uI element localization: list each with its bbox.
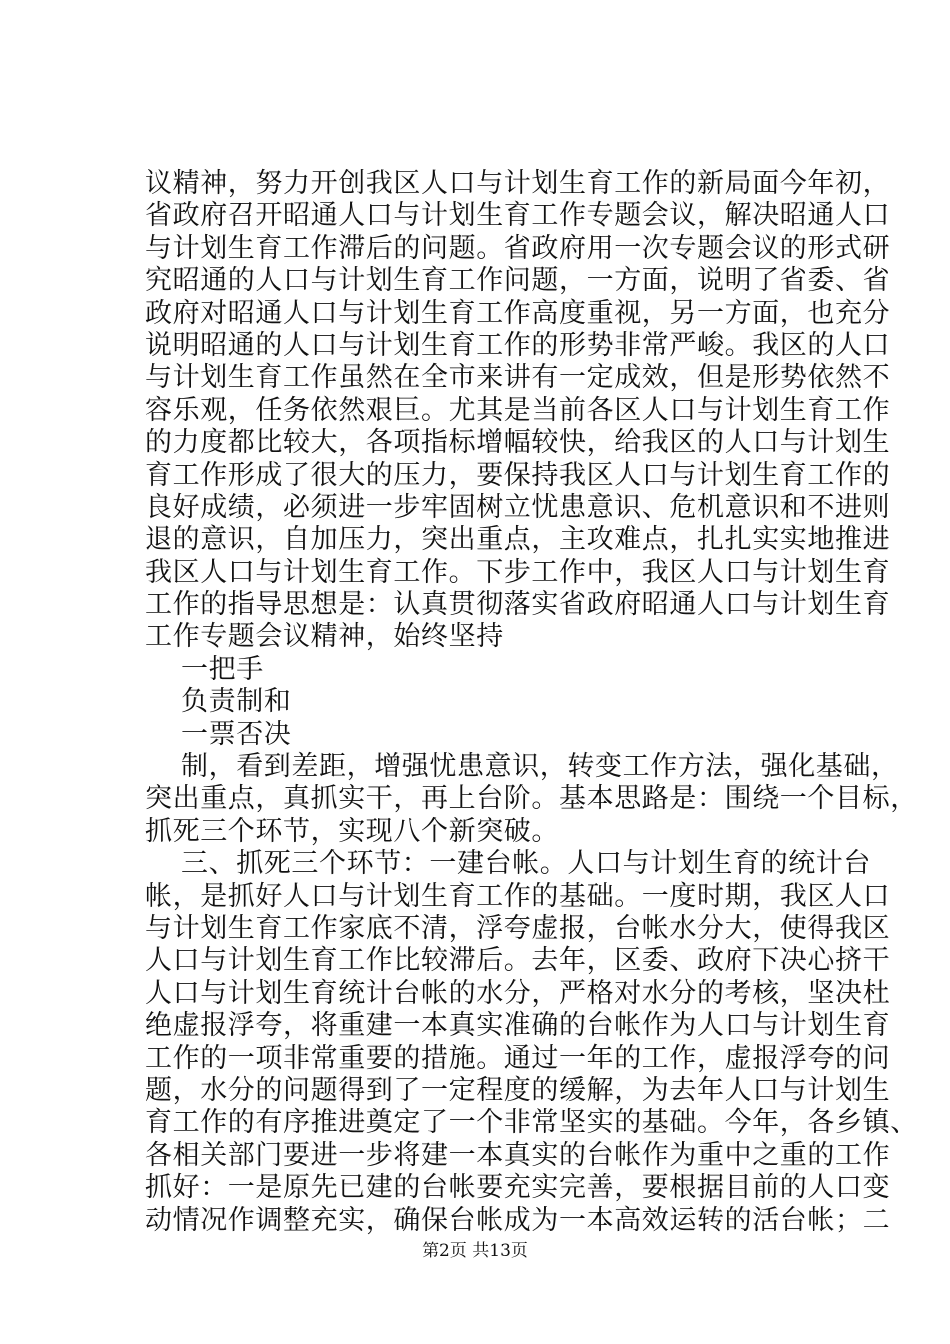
page-footer	[0, 1240, 950, 1262]
text-line: 各相关部门要进一步将建一本真实的台帐作为重中之重的工作	[145, 1139, 891, 1171]
text-line: 省政府召开昭通人口与计划生育工作专题会议，解决昭通人口	[145, 200, 891, 232]
text-line: 与计划生育工作滞后的问题。省政府用一次专题会议的形式研	[145, 232, 891, 264]
text-line: 育工作的有序推进奠定了一个非常坚实的基础。今年，各乡镇、	[145, 1107, 918, 1139]
text-line: 容乐观，任务依然艰巨。尤其是当前各区人口与计划生育工作	[145, 394, 891, 426]
text-line: 良好成绩，必须进一步牢固树立忧患意识、危机意识和不进则	[145, 491, 891, 523]
text-line: 帐，是抓好人口与计划生育工作的基础。一度时期，我区人口	[145, 880, 891, 912]
text-line: 与计划生育工作家底不清，浮夸虚报，台帐水分大，使得我区	[145, 912, 891, 944]
text-line: 一票否决	[181, 718, 292, 750]
text-line: 动情况作调整充实，确保台帐成为一本高效运转的活台帐；二	[145, 1204, 891, 1236]
text-line: 人口与计划生育统计台帐的水分，严格对水分的考核，坚决杜	[145, 977, 891, 1009]
text-line: 抓死三个环节，实现八个新突破。	[145, 815, 559, 847]
text-line: 抓好：一是原先已建的台帐要充实完善，要根据目前的人口变	[145, 1172, 891, 1204]
text-line: 人口与计划生育工作比较滞后。去年，区委、政府下决心挤干	[145, 945, 891, 977]
text-line: 说明昭通的人口与计划生育工作的形势非常严峻。我区的人口	[145, 329, 891, 361]
text-line: 工作专题会议精神，始终坚持	[145, 621, 504, 653]
text-line: 政府对昭通人口与计划生育工作高度重视，另一方面，也充分	[145, 297, 891, 329]
text-line: 工作的一项非常重要的措施。通过一年的工作，虚报浮夸的问	[145, 1042, 891, 1074]
text-line: 工作的指导思想是：认真贯彻落实省政府昭通人口与计划生育	[145, 589, 891, 621]
text-line: 绝虚报浮夸，将重建一本真实准确的台帐作为人口与计划生育	[145, 1010, 891, 1042]
text-line: 制，看到差距，增强忧患意识，转变工作方法，强化基础，	[181, 751, 899, 783]
text-line: 突出重点，真抓实干，再上台阶。基本思路是：围绕一个目标，	[145, 783, 918, 815]
text-line: 的力度都比较大，各项指标增幅较快，给我区的人口与计划生	[145, 427, 891, 459]
text-line: 与计划生育工作虽然在全市来讲有一定成效，但是形势依然不	[145, 362, 891, 394]
text-line: 一把手	[181, 653, 264, 685]
text-line: 育工作形成了很大的压力，要保持我区人口与计划生育工作的	[145, 459, 891, 491]
text-line: 退的意识，自加压力，突出重点，主攻难点，扎扎实实地推进	[145, 524, 891, 556]
text-line: 我区人口与计划生育工作。下步工作中，我区人口与计划生育	[145, 556, 891, 588]
text-line: 三、抓死三个环节：一建台帐。人口与计划生育的统计台	[181, 848, 871, 880]
text-line: 题，水分的问题得到了一定程度的缓解，为去年人口与计划生	[145, 1074, 891, 1106]
text-line: 负责制和	[181, 686, 292, 718]
page-number-label: 第2页 共13页	[422, 1241, 528, 1261]
text-line: 议精神，努力开创我区人口与计划生育工作的新局面今年初，	[145, 168, 891, 199]
text-line: 究昭通的人口与计划生育工作问题，一方面，说明了省委、省	[145, 265, 891, 297]
document-body	[145, 168, 918, 1237]
